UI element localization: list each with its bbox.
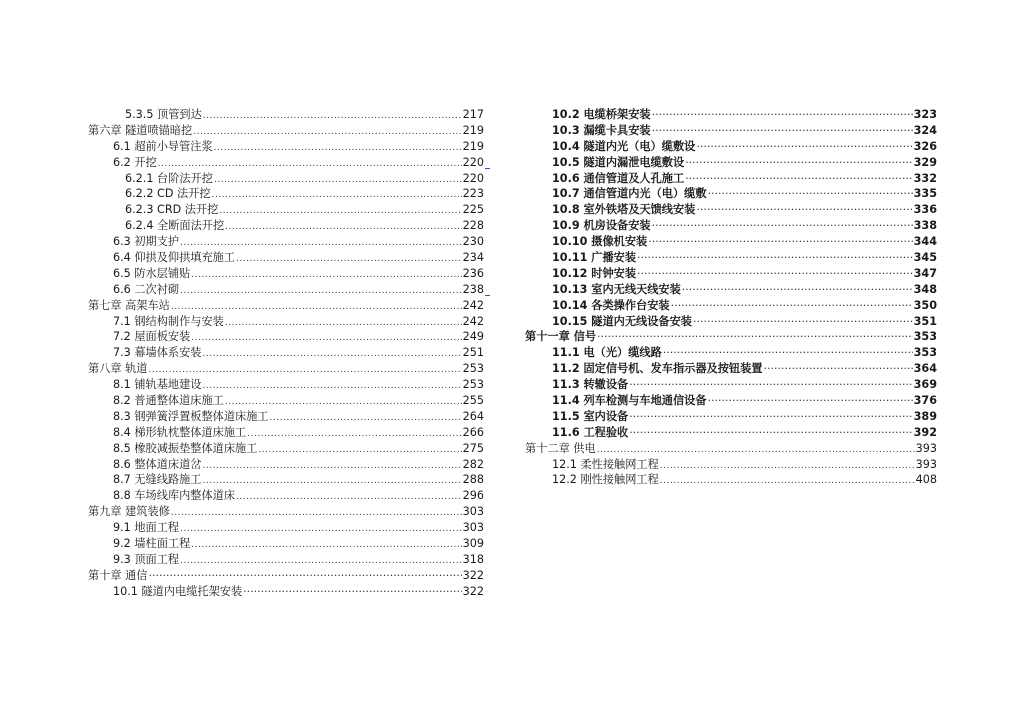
toc-entry-title: 11.3 转辙设备	[552, 378, 629, 392]
toc-section-entry[interactable]	[88, 425, 484, 441]
toc-entry-title: 10.7 通信管道内光（电）缆敷	[552, 187, 707, 201]
toc-section-entry[interactable]	[88, 520, 484, 536]
toc-entry-title: 8.8 车场线库内整体道床	[113, 489, 236, 503]
toc-section-entry[interactable]	[88, 393, 484, 409]
toc-page-number: 335	[913, 187, 937, 201]
toc-entry-title: 第十章 通信	[88, 568, 148, 582]
toc-page-number: 323	[913, 108, 937, 121]
toc-entry-title: 6.6 二次衬砌	[113, 282, 180, 296]
toc-entry-title: 第七章 高架车站	[88, 298, 170, 312]
toc-entry-title: 10.15 隧道内无线设备安装	[552, 314, 692, 328]
toc-entry-title: 6.1 超前小导管注浆	[113, 139, 213, 153]
toc-entry-title: 7.1 钢结构制作与安装	[113, 314, 224, 328]
toc-page-number: 353	[913, 330, 937, 344]
toc-page-number: 347	[913, 266, 937, 280]
toc-page-number: 303	[462, 505, 484, 519]
toc-section-entry[interactable]	[525, 171, 937, 187]
toc-entry-title: 12.1 柔性接触网工程	[552, 457, 659, 471]
toc-page-number: 234	[462, 251, 484, 265]
toc-entry-title: 第六章 隧道喷锚暗挖	[88, 123, 193, 137]
toc-entry-title: 8.2 普通整体道床施工	[113, 394, 224, 408]
toc-entry-title: 10.8 室外铁塔及天馈线安装	[552, 203, 696, 217]
toc-page-number: 219	[462, 123, 484, 137]
toc-page-number: 282	[462, 457, 484, 471]
toc-page-number: 322	[462, 584, 484, 598]
toc-dot-leader	[696, 139, 912, 155]
toc-page-number: 303	[462, 521, 484, 535]
toc-section-entry[interactable]	[88, 250, 484, 266]
toc-entry-title: 6.2.1 台阶法开挖	[125, 171, 213, 185]
toc-dot-leader	[652, 218, 913, 234]
toc-section-entry[interactable]	[88, 441, 484, 457]
toc-dot-leader	[243, 584, 461, 600]
toc-dot-leader	[764, 361, 913, 377]
toc-entry-title: 10.1 隧道内电缆托架安装	[113, 584, 243, 598]
toc-section-entry[interactable]	[88, 329, 484, 345]
toc-section-entry[interactable]	[88, 171, 484, 187]
toc-chapter-entry[interactable]	[88, 123, 484, 139]
toc-section-entry[interactable]	[525, 234, 937, 250]
toc-page-number: 322	[462, 568, 484, 582]
toc-page-number: 353	[913, 346, 937, 360]
toc-entry-title: 8.3 钢弹簧浮置板整体道床施工	[113, 409, 269, 423]
toc-page-number: 309	[462, 537, 484, 551]
toc-entry-title: 10.10 摄像机安装	[552, 235, 648, 249]
toc-page-number: 288	[462, 473, 484, 487]
toc-section-entry[interactable]	[525, 282, 937, 298]
toc-section-entry[interactable]	[525, 457, 937, 473]
toc-entry-title: 6.4 仰拱及仰拱填充施工	[113, 251, 236, 265]
toc-section-entry[interactable]	[525, 123, 937, 139]
toc-section-entry[interactable]	[525, 139, 937, 155]
toc-entry-title: 10.5 隧道内漏泄电缆敷设	[552, 155, 685, 169]
toc-section-entry[interactable]	[88, 472, 484, 488]
toc-page-number: 336	[913, 203, 937, 217]
toc-section-entry[interactable]	[525, 409, 937, 425]
toc-section-entry[interactable]	[525, 186, 937, 202]
toc-page-number: 219	[462, 139, 484, 153]
toc-section-entry[interactable]	[88, 282, 484, 298]
toc-page-number: 326	[913, 139, 937, 153]
toc-section-entry[interactable]	[525, 345, 937, 361]
toc-chapter-entry[interactable]	[88, 568, 484, 584]
toc-page-number: 348	[913, 282, 937, 296]
toc-dot-leader	[663, 345, 913, 361]
toc-page-number: 253	[462, 378, 484, 392]
toc-entry-title: 8.7 无缝线路施工	[113, 473, 202, 487]
toc-entry-title: 6.2.4 全断面法开挖	[125, 219, 225, 233]
toc-entry-title: 10.2 电缆桥架安装	[552, 108, 651, 121]
toc-entry-title: 10.9 机房设备安装	[552, 219, 651, 233]
toc-section-entry[interactable]	[88, 409, 484, 425]
toc-page-number: 266	[462, 425, 484, 439]
toc-section-entry[interactable]	[525, 425, 937, 441]
edit-mark	[485, 168, 490, 169]
toc-entry-title: 10.13 室内无线天线安装	[552, 282, 681, 296]
toc-section-entry[interactable]	[88, 234, 484, 250]
toc-page-number: 264	[462, 409, 484, 423]
toc-section-entry[interactable]	[525, 155, 937, 171]
toc-entry-title: 9.2 墙柱面工程	[113, 537, 191, 551]
toc-entry-title: 10.14 各类操作台安装	[552, 298, 670, 312]
toc-section-entry[interactable]	[88, 266, 484, 282]
toc-section-entry[interactable]	[88, 377, 484, 393]
toc-page-number: 225	[462, 203, 484, 217]
toc-entry-title: 第八章 轨道	[88, 362, 148, 376]
toc-left-column	[88, 107, 484, 600]
toc-page-number: 369	[913, 378, 937, 392]
toc-entry-title: 12.2 刚性接触网工程	[552, 473, 659, 487]
toc-entry-title: 8.5 橡胶减振垫整体道床施工	[113, 441, 258, 455]
toc-dot-leader	[685, 171, 912, 187]
toc-page-number: 228	[462, 219, 484, 233]
toc-chapter-entry[interactable]	[88, 504, 484, 520]
toc-page-number: 242	[462, 298, 484, 312]
toc-dot-leader	[652, 107, 913, 123]
toc-section-entry[interactable]	[88, 218, 484, 234]
toc-page-number: 275	[462, 441, 484, 455]
toc-dot-leader	[652, 123, 913, 139]
toc-page-number: 345	[913, 251, 937, 265]
toc-section-entry[interactable]	[88, 314, 484, 330]
toc-page-number: 408	[915, 473, 937, 487]
toc-entry-title: 10.11 广播安装	[552, 251, 637, 265]
toc-dot-leader	[671, 298, 913, 314]
toc-section-entry[interactable]	[525, 107, 937, 123]
toc-section-entry[interactable]	[525, 298, 937, 314]
toc-page-number: 220	[462, 171, 484, 185]
toc-dot-leader	[637, 266, 913, 282]
toc-entry-title: 6.3 初期支护	[113, 235, 180, 249]
toc-chapter-entry[interactable]	[88, 298, 484, 314]
toc-entry-title: 10.4 隧道内光（电）缆敷设	[552, 139, 696, 153]
toc-section-entry[interactable]	[88, 457, 484, 473]
toc-section-entry[interactable]	[88, 139, 484, 155]
toc-page-number: 220	[462, 155, 484, 169]
toc-page-number: 223	[462, 187, 484, 201]
toc-entry-title: 7.2 屋面板安装	[113, 330, 191, 344]
toc-section-entry[interactable]	[88, 202, 484, 218]
toc-entry-title: 10.12 时钟安装	[552, 266, 637, 280]
toc-section-entry[interactable]	[525, 250, 937, 266]
toc-entry-title: 11.1 电（光）缆线路	[552, 346, 662, 360]
toc-page-number: 350	[913, 298, 937, 312]
toc-page-number: 376	[913, 394, 937, 408]
toc-dot-leader	[696, 202, 912, 218]
toc-section-entry[interactable]	[88, 536, 484, 552]
toc-section-entry[interactable]	[88, 345, 484, 361]
toc-chapter-entry[interactable]	[525, 329, 937, 345]
toc-section-entry[interactable]	[525, 202, 937, 218]
toc-entry-title: 第九章 建筑装修	[88, 505, 170, 519]
toc-entry-title: 6.2.2 CD 法开挖	[125, 187, 211, 201]
toc-entry-title: 10.3 漏缆卡具安装	[552, 123, 651, 137]
toc-page-number: 255	[462, 394, 484, 408]
toc-entry-title: 6.2.3 CRD 法开挖	[125, 203, 219, 217]
toc-entry-title: 5.3.5 顶管到达	[125, 108, 202, 121]
toc-section-entry[interactable]	[525, 472, 937, 488]
toc-dot-leader	[637, 250, 913, 266]
toc-dot-leader	[629, 409, 912, 425]
toc-dot-leader	[597, 329, 913, 345]
toc-entry-title: 11.6 工程验收	[552, 425, 629, 439]
toc-page-number: 332	[913, 171, 937, 185]
toc-right-column	[525, 107, 937, 488]
toc-section-entry[interactable]	[525, 393, 937, 409]
toc-entry-title: 8.6 整体道床道岔	[113, 457, 202, 471]
toc-page-number: 236	[462, 266, 484, 280]
edit-mark	[485, 295, 490, 296]
toc-section-entry[interactable]	[88, 584, 484, 600]
toc-page-number: 318	[462, 552, 484, 566]
toc-page-number: 230	[462, 235, 484, 249]
toc-entry-title: 第十一章 信号	[525, 330, 597, 344]
toc-entry-title: 8.4 梯形轨枕整体道床施工	[113, 425, 247, 439]
toc-page-number: 338	[913, 219, 937, 233]
toc-section-entry[interactable]	[525, 266, 937, 282]
toc-page-number: 393	[915, 441, 937, 455]
toc-section-entry[interactable]	[88, 155, 484, 171]
toc-page-number: 253	[462, 362, 484, 376]
toc-entry-title: 7.3 幕墙体系安装	[113, 346, 202, 360]
toc-chapter-entry[interactable]	[88, 361, 484, 377]
toc-dot-leader	[629, 425, 912, 441]
toc-entry-title: 11.2 固定信号机、发车指示器及按钮装置	[552, 362, 763, 376]
toc-entry-title: 8.1 铺轨基地建设	[113, 378, 202, 392]
toc-page-number: 393	[915, 457, 937, 471]
toc-dot-leader	[693, 314, 913, 330]
toc-dot-leader	[708, 393, 913, 409]
toc-section-entry[interactable]	[525, 377, 937, 393]
toc-section-entry[interactable]	[525, 314, 937, 330]
toc-entry-title: 第十二章 供电	[525, 441, 596, 455]
toc-page-number: 389	[913, 409, 937, 423]
toc-page-number: 217	[462, 108, 484, 121]
toc-page-number: 238	[462, 282, 484, 296]
toc-entry-title: 6.5 防水层铺贴	[113, 266, 191, 280]
toc-entry-title: 11.5 室内设备	[552, 409, 629, 423]
toc-entry-title: 10.6 通信管道及人孔施工	[552, 171, 685, 185]
toc-page-number: 351	[913, 314, 937, 328]
toc-entry-title: 11.4 列车检测与车地通信设备	[552, 394, 707, 408]
toc-page-number: 324	[913, 123, 937, 137]
toc-section-entry[interactable]	[525, 361, 937, 377]
toc-dot-leader	[685, 155, 912, 171]
toc-dot-leader	[629, 377, 912, 393]
toc-page-number: 364	[913, 362, 937, 376]
toc-section-entry[interactable]	[88, 107, 484, 123]
toc-entry-title: 6.2 开挖	[113, 155, 157, 169]
toc-dot-leader	[149, 568, 462, 584]
toc-section-entry[interactable]	[525, 218, 937, 234]
toc-page-number: 329	[913, 155, 937, 169]
toc-dot-leader	[660, 472, 915, 490]
toc-page-number: 392	[913, 425, 937, 439]
toc-section-entry[interactable]	[88, 488, 484, 504]
toc-page-number: 242	[462, 314, 484, 328]
toc-entry-title: 9.1 地面工程	[113, 521, 180, 535]
toc-dot-leader	[708, 186, 913, 202]
toc-page-number: 296	[462, 489, 484, 503]
toc-dot-leader	[682, 282, 913, 298]
toc-chapter-entry[interactable]	[525, 441, 937, 457]
toc-section-entry[interactable]	[88, 552, 484, 568]
toc-page-number: 249	[462, 330, 484, 344]
toc-entry-title: 9.3 顶面工程	[113, 552, 180, 566]
toc-page-number: 344	[913, 235, 937, 249]
toc-section-entry[interactable]	[88, 186, 484, 202]
toc-page-number: 251	[462, 346, 484, 360]
toc-dot-leader	[648, 234, 912, 250]
